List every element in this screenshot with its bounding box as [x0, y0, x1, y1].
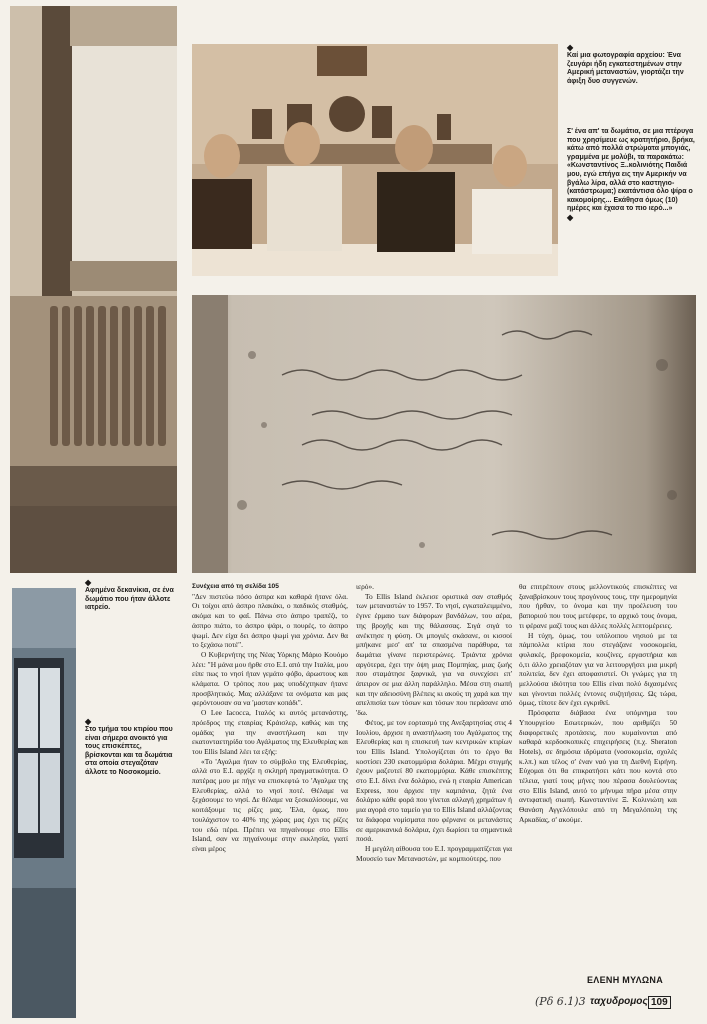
- paragraph: Η τύχη, όμως, του υπόλοιπου νησιού με τα πάμπολλα κτίρια που στεγάζανε νοσοκομεία, φυλακές, βρεφοκομεία, κουζίνες, εργαστήρια και ό,τι άλλο χρειαζόταν για να λειτουργήσει μια μικρή πολιτεία, δεν έχει αποφασιστεί. Οι γνώμες για τη μελλούσα ιδιότητα του Ellis είναι πολύ διχασμένες και γίνονται πολλές έντονες συζητήσεις. Ως τώρα, όμως, τίποτε δεν έχει εγκριθεί.: [519, 630, 677, 708]
- paragraph: ιερό».: [356, 582, 375, 591]
- author-name: ΕΛΕΝΗ ΜΥΛΩΝΑ: [587, 975, 664, 985]
- photo-immigrant-family: [192, 44, 558, 276]
- continued-from: Συνέχεια από τη σελίδα 105: [192, 583, 279, 590]
- diamond-icon: ◆: [85, 578, 92, 587]
- caption-crutches: ◆ Αφημένα δεκανίκια, σε ένα δωμάτιο που ήταν άλλοτε ιατρείο.: [85, 578, 174, 612]
- paragraph: Πρόσφατα διάβασα ένα υπόμνημα του Υπουργείου Εσωτερικών, που αριθμίζει 50 διαφορετικές προτάσεις, που κυμαίνονται από καθαρά κερδοσκοπικές επιχειρήσεις (π.χ. Sheraton Hotels), σε δημόσια ιδρύματα (νοσοκομεία, σχολές κ.λπ.) και τέλος σ' έναν ναό για τη Διεθνή Ειρήνη. Εύχομαι ότι θα επικρατήσει κάτι που κοντά στο τέλεια, γιατί τους μήνες που πέρασα δουλεύοντας στο Ellis Island, αυτό το μήνυμα πήρα μέσα στην αντιφατική σιωπή. Κωνσταντίνε Ξ. Κολινιώτη και Θανάση Αγγελόπουλε από τη Μεγαλόπολη της Αρκαδίας, σ' ακούμε.: [519, 708, 677, 824]
- article-column-3: [519, 582, 677, 825]
- photo-wall-inscription: [192, 295, 696, 573]
- diamond-icon: ◆: [567, 212, 574, 222]
- paragraph: Ο Lee Iacocca, Ιταλός κι αυτός μετανάστης, πρόεδρος της εταιρίας Κράισλερ, καθώς και της ομάδας για την αναστήλωση και την εκατονταετηρίδα του Αγάλματος της Ελευθερίας και του Ellis Island λέει τα εξής:: [192, 708, 348, 756]
- diamond-icon: ◆: [85, 717, 92, 726]
- paragraph: Το Ellis Island έκλεισε οριστικά σαν σταθμός των μεταναστών το 1957. Το νησί, εγκαταλειμμένο, έγινε έρμαιο των διάφορων βανδάλων, του αέρα, της βροχής και της θάλασσας. Σιγά σιγά το ανέκτησε η φύση. Οι μπογιές σκάσανε, οι κισσοί μπήκανε μεσ' απ' τα σπασμένα παράθυρα, τα δωμάτια γίνανε περιστερώνες. Τριάντα χρόνια αργότερα, έχει την όψη μιας Πομπηίας, μιας ζωής που σταμάτησε ξαφνικά, για να συνεχίσει επ' άπειρον σε μια άλλη παράλληλο. Μέσα στη σιωπή και την αδειοσύνη βλέπεις κι ακούς τη χαρά και την απελπισία των τόσων και τόσων που περάσανε από 'δω.: [356, 591, 512, 718]
- photo-abandoned-room: [10, 6, 177, 573]
- paragraph: Φέτος, με τον εορτασμό της Ανεξαρτησίας στις 4 Ιουλίου, άρχισε η αναστήλωση του Αγάλματος της Ελευθερίας και η επισκευή των κεντρικών κτιρίων του Ellis Island. Υπολογίζεται ότι το έργο θα κοστίσει 230 εκατομμύρια δολάρια. Μέχρι στιγμής έχουν μαζευτεί 80 εκατομμύρια. Κάθε επισκέπτης στο Ε.Ι. δίνει ένα δολάριο, ενώ η εταιρία American Express, που άρχισε την καμπάνια, ζητά ένα δολάριο κάθε φορά που γίνεται αλλαγή χρημάτων ή μια αγορά στο ταμείο για το Ellis Island αλλάζοντας τα διάφορα νομίσματα που φέρνανε οι μετανάστες σε αμερικανικά δολάρια, έχει δωρίσει τα σημαντικά ποσά.: [356, 717, 512, 844]
- photo-hospital-wing: [12, 588, 76, 1018]
- page-number: 109: [648, 996, 671, 1009]
- caption-family-photo: ◆ Καί μια φωτογραφία αρχείου: Ένα ζευγάρι ήδη εγκατεστημένων στην Αμερική μεταναστών, γιορτάζει την άφιξη δυο συγγενών.: [567, 44, 697, 86]
- paragraph: θα επιτρέπουν στους μελλοντικούς επισκέπτες να ξαναβρίσκουν τους προγόνους τους, την ημερομηνία που ήρθαν, το όνομα και την προέλευση του βαποριού που τους μετέφερε, το αρχικό τους όνομα, τι φέρανε μαζί τους και άλλες πολλές λεπτομέρειες.: [519, 582, 677, 630]
- paragraph: Η μεγάλη αίθουσα του Ε.Ι. προγραμματίζεται για Μουσείο των Μεταναστών, με κομπιούτερς, που: [356, 843, 512, 863]
- article-column-1: [192, 582, 348, 854]
- paragraph: "Δεν πιστεύω πόσο άσπρα και καθαρά ήτανε όλα. Οι τοίχοι από άσπρο πλακάκι, ο παιδικός σταθμός, ακόμα και το φαΐ. Πάνω στο άσπρο τραπέζι, το άσπρο πιάτο, το άσπρο ψάρι, ο πουρές, το άσπρο ψωμί. Δεν είχα δει άσπρο ψωμί για χρόνια. Δεν θα το ξεχάσω ποτέ".: [192, 591, 348, 650]
- caption-hospital: ◆ Στο τμήμα του κτιρίου που είναι σήμερα ανοικτό για τους επισκέπτες, βρίσκονται και τα δωμάτια στα οποία στεγαζόταν άλλοτε το Νοσοκομείο.: [85, 718, 175, 778]
- magazine-name: ταχυδρομος: [590, 996, 648, 1007]
- article-column-2: [356, 582, 512, 863]
- paragraph: Ο Κυβερνήτης της Νέας Υόρκης Μάριο Κουόμο λέει: "Η μάνα μου ήρθε στο Ε.Ι. από την Ιταλία, μου είπε πως το νησί ήταν γεμάτο φόβο, άρωστους και κλάματα. Ο τρόπος που μας υποδέχτηκαν ήτανε προσβλητικός. Μας αλλάξανε τα ονόματα και μας φερόντουσαν σα να 'μασταν κοπάδι".: [192, 649, 348, 708]
- caption-wall-inscription: Σ' ένα απ' τα δωμάτια, σε μια πτέρυγα που χρησίμευε ως κρατητήριο, βρήκα, κάτω από πολλά στρώματα μπογιάς, γραμμένα με μολύβι, τα παρακάτω: «Κωνσταντίνος Ξ..κολινιότης Παιδιά μου, εγώ επήγα εις την Αμερικήν να βγάλω λίρα, αλλά στο καστηγιο- (κατάστρωμα;) εκατάντισα όλο ψίρα ο κακομοίρης... Εκάθησα όμως (10) ημέρες και έχασα το πιο ιερό...» ◆: [567, 128, 697, 222]
- handwritten-note: (Ρδ 6.1)3: [535, 995, 586, 1008]
- diamond-icon: ◆: [567, 43, 574, 52]
- paragraph: «Το 'Αγαλμα ήταν το σύμβολο της Ελευθερίας, αλλά στο Ε.Ι. αρχίζε η σκληρή πραγματικότητα. Ο πατέρας μου με πήγε να επισκεφτώ το 'Αγαλμα της Ελευθερίας, αλλά το νησί ποτέ. Θέλαμε να ξεχάσουμε το νησί. Δε θέλαμε να ξεσκαλίσουμε, να κοιτάξουμε τις ρίζες μας. 'Ελα, όμως, που τουλάχιστον το 40% της χώρας μας έχει τις ρίζες του εδώ πέρα. Πρέπει να πηγαίνουμε στο Ellis Island, σαν να πηγαίνουμε στην εκκλησία, γιατί είναι μέρος: [192, 756, 348, 853]
